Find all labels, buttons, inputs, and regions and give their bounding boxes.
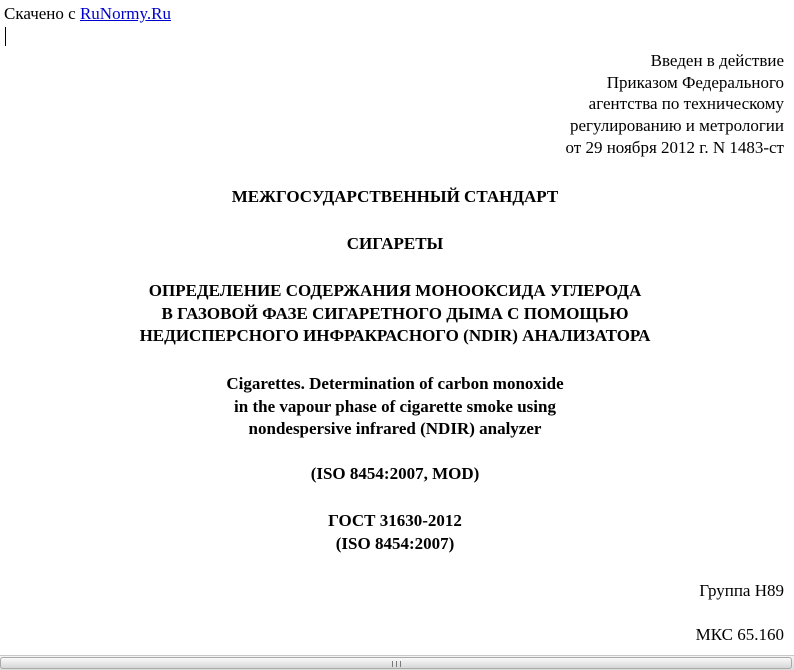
gost-number: ГОСТ 31630-2012: [328, 511, 462, 530]
enactment-block: [566, 50, 785, 159]
gost-iso: (ISO 8454:2007): [335, 533, 455, 553]
text-cursor: [5, 27, 6, 46]
subject-en-line: nondespersive infrared (NDIR) analyzer: [248, 419, 542, 438]
enactment-line: от 29 ноября 2012 г. N 1483-ст: [565, 137, 784, 157]
subject-en-line: in the vapour phase of cigarette smoke using: [234, 396, 556, 416]
enactment-line: агентства по техническому: [588, 94, 784, 114]
subject-en-heading: [0, 373, 790, 441]
standard-type-text: МЕЖГОСУДАРСТВЕННЫЙ СТАНДАРТ: [231, 187, 559, 206]
subject-ru-line: НЕДИСПЕРСНОГО ИНФРАКРАСНОГО (NDIR) АНАЛИЗАТОРА: [139, 326, 651, 345]
enactment-line: Приказом Федерального: [606, 72, 784, 92]
iso-reference-text: (ISO 8454:2007, MOD): [310, 464, 480, 483]
download-prefix: Скачено с: [4, 4, 80, 23]
subject-en-line: Cigarettes. Determination of carbon monoxide: [226, 374, 564, 393]
subject-ru-line: В ГАЗОВОЙ ФАЗЕ СИГАРЕТНОГО ДЫМА С ПОМОЩЬЮ: [161, 303, 629, 323]
standard-type-heading: [0, 186, 790, 209]
product-text: СИГАРЕТЫ: [346, 234, 444, 253]
runormy-link[interactable]: RuNormy.Ru: [79, 4, 171, 23]
enactment-line: регулированию и метрологии: [569, 116, 784, 136]
gost-designation: [0, 510, 790, 555]
subject-ru-heading: [0, 280, 790, 348]
subject-ru-line: ОПРЕДЕЛЕНИЕ СОДЕРЖАНИЯ МОНООКСИДА УГЛЕРОДА: [148, 281, 642, 300]
download-source-line: [4, 4, 171, 24]
enactment-line: Введен в действие: [650, 51, 784, 70]
scrollbar-thumb[interactable]: [0, 657, 792, 669]
group-code: Группа Н89: [699, 581, 784, 600]
mks-code: МКС 65.160: [695, 625, 784, 644]
grip-lines-icon: [392, 661, 401, 667]
iso-reference: [0, 463, 790, 486]
product-heading: [0, 233, 790, 256]
horizontal-scrollbar[interactable]: [0, 655, 794, 670]
